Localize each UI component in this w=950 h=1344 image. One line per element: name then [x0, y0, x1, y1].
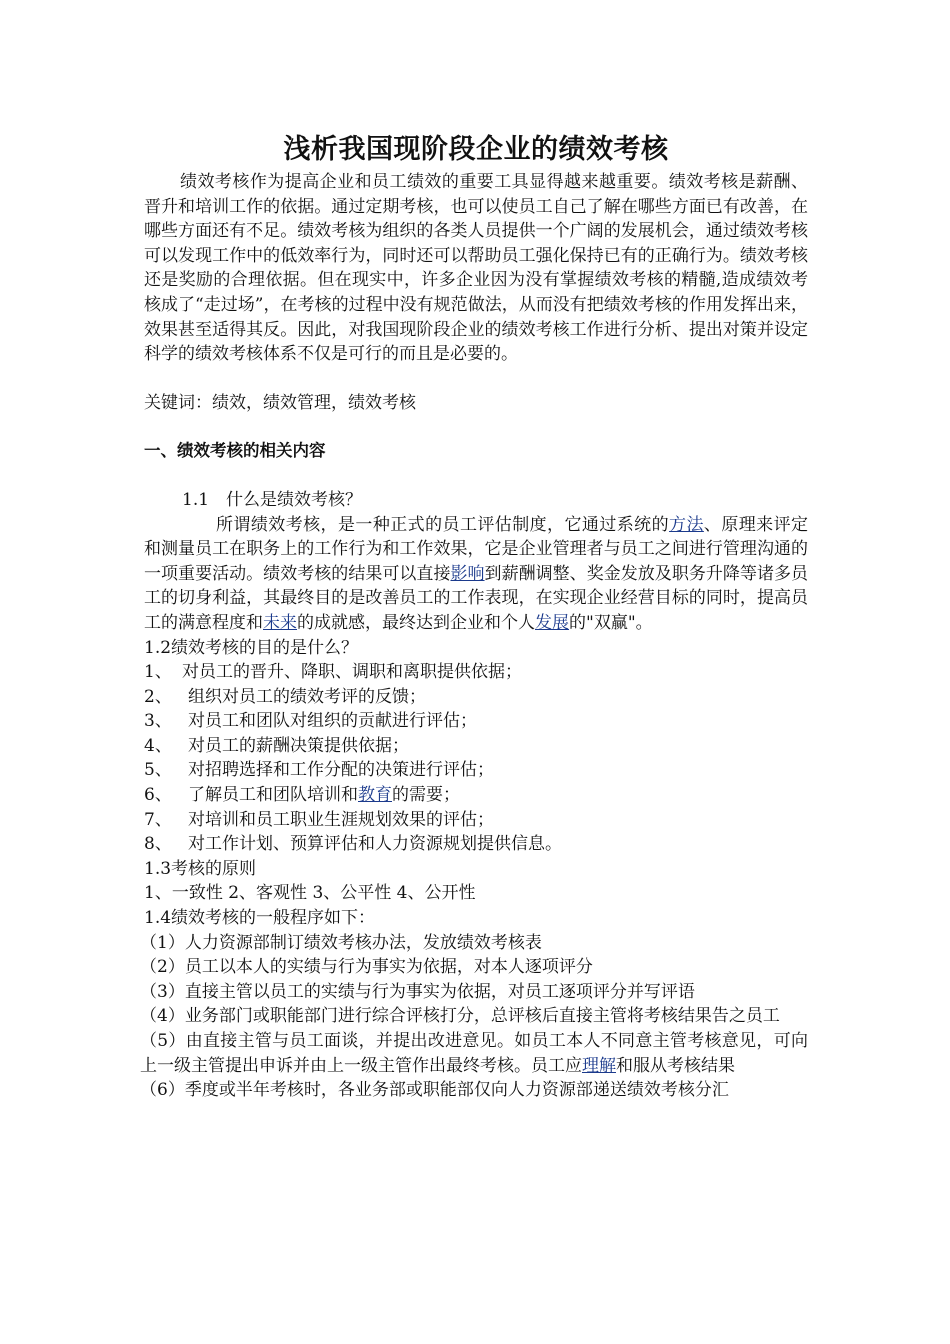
text-run: 和服从考核结果 [616, 1055, 735, 1076]
link-development[interactable]: 发展 [535, 612, 569, 633]
list-item: 3、 对员工和团队对组织的贡献进行评估； [144, 711, 477, 732]
section-heading-1: 一、绩效考核的相关内容 [144, 441, 326, 461]
list-item: 7、 对培训和员工职业生涯规划效果的评估； [144, 809, 494, 830]
list-item: 2、 组织对员工的绩效考评的反馈； [144, 686, 426, 707]
definition-paragraph [144, 513, 808, 636]
spacer [144, 367, 808, 391]
text-run: 、原理来评定和测量员工在职务上的工作行为和工作效果，它是企业管理者与员工之间进行管理沟通的一项重要活动。绩效考核的结果可以直接 [144, 514, 809, 584]
document-page [140, 128, 809, 1103]
principles-line: 1、一致性 2、客观性 3、公平性 4、公开性 [144, 883, 476, 904]
text-run: 到薪酬调整、奖金发放及职务升降等诸多员工的切身利益，其最终目的是改善员工的工作表现，在实现企业经营目标的同时，提高员工的满意程度和 [144, 563, 809, 633]
link-future[interactable]: 未来 [263, 612, 297, 633]
procedure-step-5 [140, 1029, 808, 1078]
subsection-title-1-4: 1.4绩效考核的一般程序如下： [144, 908, 376, 929]
spacer [144, 464, 808, 488]
procedure-step-4: （4）业务部门或职能部门进行综合评核打分，总评核后直接主管将考核结果告之员工 [140, 1006, 780, 1027]
procedure-step-2: （2）员工以本人的实绩与行为事实为依据，对本人逐项评分 [140, 957, 593, 978]
link-method[interactable]: 方法 [669, 514, 704, 535]
spacer [144, 415, 808, 439]
list-item: 1、 对员工的晋升、降职、调职和离职提供依据； [144, 662, 522, 683]
subsection-title-1-1: 1.1 什么是绩效考核？ [182, 489, 363, 510]
link-education[interactable]: 教育 [358, 785, 392, 806]
procedure-step-6: （6）季度或半年考核时，各业务部或职能部仅向人力资源部递送绩效考核分汇 [140, 1080, 729, 1101]
link-understand[interactable]: 理解 [582, 1055, 616, 1076]
procedure-step-1: （1）人力资源部制订绩效考核办法，发放绩效考核表 [140, 932, 542, 953]
subsection-title-1-2: 1.2绩效考核的目的是什么？ [144, 637, 359, 658]
list-item: 6、 了解员工和团队培训和教育的需要； [144, 785, 460, 806]
subsection-title-1-3: 1.3考核的原则 [144, 858, 257, 879]
text-run: 的"双赢"。 [569, 612, 653, 633]
abstract-paragraph: 绩效考核作为提高企业和员工绩效的重要工具显得越来越重要。绩效考核是薪酬、晋升和培训工作的依据。通过定期考核，也可以使员工自己了解在哪些方面已有改善，在哪些方面还有不足。绩效考核为组织的各类人员提供一个广阔的发展机会，通过绩效考核可以发现工作中的低效率行为，同时还可以帮助员工强化保持已有的正确行为。绩效考核还是奖励的合理依据。但在现实中，许多企业因为没有掌握绩效考核的精髓,造成绩效考核成了“走过场”，在考核的过程中没有规范做法，从而没有把绩效考核的作用发挥出来，效果甚至适得其反。因此，对我国现阶段企业的绩效考核工作进行分析、提出对策并设定科学的绩效考核体系不仅是可行的而且是必要的。 [144, 172, 808, 365]
list-item: 4、 对员工的薪酬决策提供依据； [144, 735, 409, 756]
text-run: 所谓绩效考核，是一种正式的员工评估制度，它通过系统的 [216, 514, 670, 535]
text-run: （5）由直接主管与员工面谈，并提出改进意见。如员工本人不同意主管考核意见，可向上一级主管提出申诉并由上一级主管作出最终考核。员工应 [140, 1031, 808, 1076]
list-item: 8、 对工作计划、预算评估和人力资源规划提供信息。 [144, 834, 562, 855]
keywords-line: 关键词：绩效，绩效管理，绩效考核 [144, 392, 416, 413]
procedure-step-3: （3）直接主管以员工的实绩与行为事实为依据，对员工逐项评分并写评语 [140, 981, 695, 1002]
list-item: 5、 对招聘选择和工作分配的决策进行评估； [144, 760, 494, 781]
link-influence[interactable]: 影响 [450, 563, 485, 584]
document-title: 浅析我国现阶段企业的绩效考核 [283, 134, 669, 165]
text-run: 的成就感，最终达到企业和个人 [297, 612, 535, 633]
